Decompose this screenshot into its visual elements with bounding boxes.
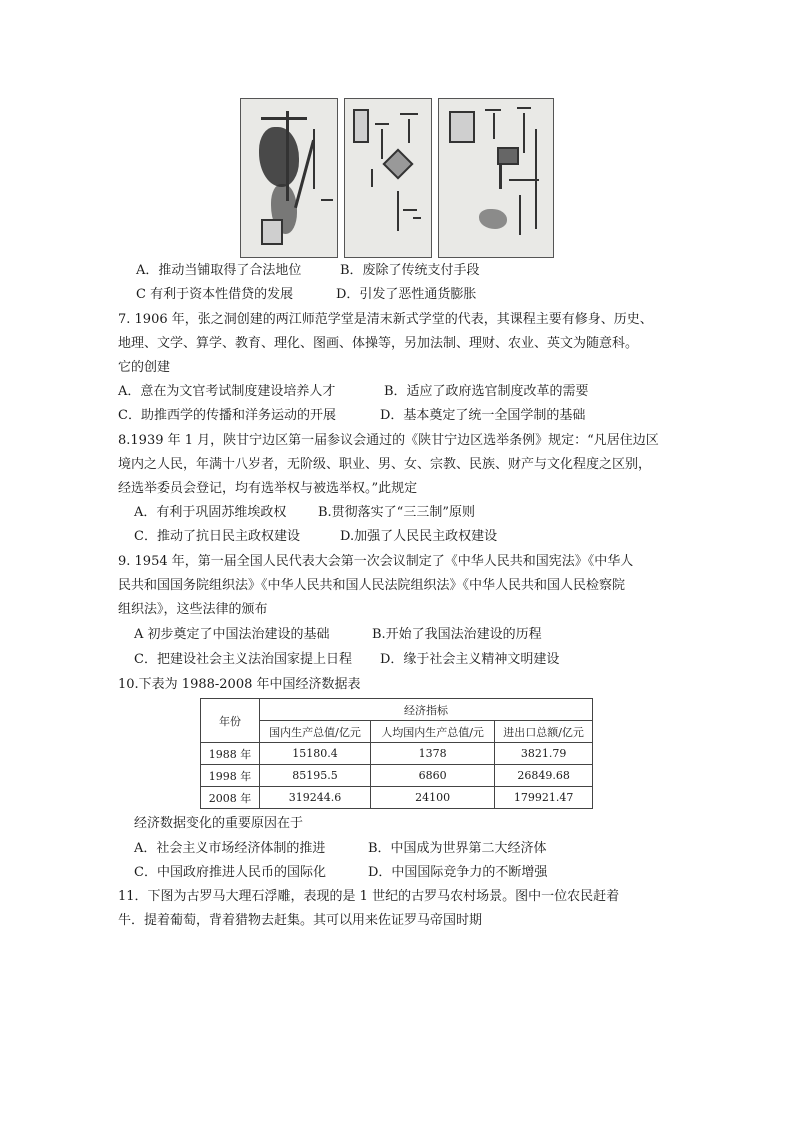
q7-option-c: C．助推西学的传播和洋务运动的开展	[118, 408, 336, 423]
q8-option-c: C．推动了抗日民主政权建设	[134, 529, 300, 544]
table-cell-year: 1988 年	[201, 743, 260, 765]
table-header-trade: 进出口总额/亿元	[495, 721, 593, 743]
q10-option-a: A．社会主义市场经济体制的推进	[134, 841, 326, 856]
q7-option-a: A．意在为文官考试制度建设培养人才	[118, 384, 336, 399]
q9-stem-line1: 9. 1954 年，第一届全国人民代表大会第一次会议制定了《中华人民共和国宪法》《中华人	[118, 554, 634, 569]
table-cell: 15180.4	[260, 743, 371, 765]
q8-option-d: D.加强了人民民主政权建设	[340, 529, 498, 544]
q9-option-c: C．把建设社会主义法治国家提上日程	[134, 652, 352, 667]
q10-option-d: D．中国国际竞争力的不断增强	[368, 865, 548, 880]
document-photos	[240, 98, 554, 258]
q7-option-d: D．基本奠定了统一全国学制的基础	[380, 408, 586, 423]
table-row	[201, 765, 593, 787]
q10-option-c: C．中国政府推进人民币的国际化	[134, 865, 326, 880]
historic-receipt-image	[438, 98, 554, 258]
q8-stem-line3: 经选举委员会登记，均有选举权与被选举权。”此规定	[118, 481, 418, 496]
table-header-group: 经济指标	[260, 699, 593, 721]
table-header-gdp: 国内生产总值/亿元	[260, 721, 371, 743]
historic-bank-note-image	[344, 98, 432, 258]
historic-promissory-note-image	[240, 98, 338, 258]
q6-option-b: B．废除了传统支付手段	[340, 263, 480, 278]
q7-stem-line3: 它的创建	[118, 360, 171, 375]
q10-option-b: B．中国成为世界第二大经济体	[368, 841, 547, 856]
table-header-year: 年份	[201, 699, 260, 743]
table-cell: 1378	[371, 743, 495, 765]
q7-option-b: B．适应了政府选官制度改革的需要	[384, 384, 589, 399]
q7-stem-line1: 7. 1906 年，张之洞创建的两江师范学堂是清末新式学堂的代表，其课程主要有修身、历史、	[118, 312, 653, 327]
table-cell: 24100	[371, 787, 495, 809]
q9-stem-line2: 民共和国国务院组织法》《中华人民共和国人民法院组织法》《中华人民共和国人民检察院	[118, 578, 626, 593]
q8-stem-line1: 8.1939 年 1 月，陕甘宁边区第一届参议会通过的《陕甘宁边区选举条例》规定：“凡居住边区	[118, 433, 659, 448]
table-cell: 26849.68	[495, 765, 593, 787]
economic-data-table	[200, 698, 593, 809]
q8-stem-line2: 境内之人民，年满十八岁者，无阶级、职业、男、女、宗教、民族、财产与文化程度之区别，	[118, 457, 652, 472]
table-cell: 319244.6	[260, 787, 371, 809]
table-cell: 3821.79	[495, 743, 593, 765]
table-cell-year: 1998 年	[201, 765, 260, 787]
q11-stem-line2: 牛．提着葡萄，背着猎物去赶集。其可以用来佐证罗马帝国时期	[118, 913, 483, 928]
q10-stem-line1: 10.下表为 1988-2008 年中国经济数据表	[118, 677, 361, 692]
q6-option-d: D．引发了恶性通货膨胀	[336, 287, 477, 302]
q9-stem-line3: 组织法》，这些法律的颁布	[118, 602, 268, 617]
table-row	[201, 743, 593, 765]
table-cell-year: 2008 年	[201, 787, 260, 809]
table-cell: 179921.47	[495, 787, 593, 809]
q7-stem-line2: 地理、文学、算学、教育、理化、图画、体操等，另加法制、理财、农业、英文为随意科。	[118, 336, 639, 351]
q6-option-a: A．推动当铺取得了合法地位	[136, 263, 302, 278]
q10-stem-line2: 经济数据变化的重要原因在于	[134, 816, 304, 831]
q6-option-c: C 有利于资本性借贷的发展	[136, 287, 294, 302]
q9-option-a: A 初步奠定了中国法治建设的基础	[134, 627, 330, 642]
q9-option-b: B.开始了我国法治建设的历程	[372, 627, 542, 642]
q8-option-a: A．有利于巩固苏维埃政权	[134, 505, 287, 520]
table-header-gdp-per-capita: 人均国内生产总值/元	[371, 721, 495, 743]
table-cell: 6860	[371, 765, 495, 787]
q8-option-b: B.贯彻落实了“三三制”原则	[318, 505, 475, 520]
q9-option-d: D．缘于社会主义精神文明建设	[380, 652, 560, 667]
q11-stem-line1: 11．下图为古罗马大理石浮雕，表现的是 1 世纪的古罗马农村场景。图中一位农民赶着	[118, 889, 620, 904]
table-row	[201, 787, 593, 809]
table-cell: 85195.5	[260, 765, 371, 787]
